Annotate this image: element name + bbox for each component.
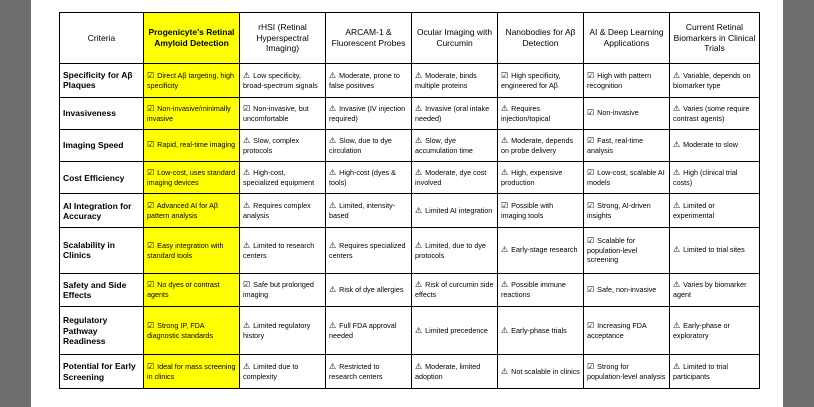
table-row	[60, 162, 760, 194]
cell-text: Varies (some require contrast agents)	[673, 103, 750, 123]
warning-triangle-icon: ⚠	[673, 200, 681, 210]
table-cell	[412, 64, 498, 98]
warning-triangle-icon: ⚠	[415, 205, 423, 215]
table-cell	[326, 97, 412, 129]
table-cell	[240, 97, 326, 129]
warning-triangle-icon: ⚠	[243, 240, 251, 250]
criterion-cell: Safety and Side Effects	[60, 273, 144, 307]
table-cell	[144, 97, 240, 129]
cell-text: Non-invasive, but uncomfortable	[243, 103, 309, 123]
warning-triangle-icon: ⚠	[673, 140, 681, 150]
table-cell	[412, 355, 498, 389]
cell-text: Strong for population-level analysis	[587, 361, 666, 382]
check-square-icon: ☑	[587, 284, 595, 294]
cell-text: No dyes or contrast agents	[147, 280, 220, 300]
table-cell	[498, 355, 584, 389]
table-cell	[498, 227, 584, 273]
check-square-icon: ☑	[587, 70, 595, 80]
header-ai: AI & Deep Learning Applications	[584, 13, 670, 64]
check-square-icon: ☑	[147, 240, 155, 250]
table-cell	[498, 194, 584, 228]
table-cell	[326, 307, 412, 355]
table-cell	[412, 129, 498, 161]
check-square-icon: ☑	[147, 200, 155, 210]
check-square-icon: ☑	[501, 200, 509, 210]
table-cell	[412, 273, 498, 307]
table-cell	[412, 194, 498, 228]
cell-text: Requires injection/topical	[501, 103, 551, 123]
table-cell	[326, 64, 412, 98]
cell-text: Strong, AI-driven insights	[587, 200, 651, 221]
check-square-icon: ☑	[501, 70, 509, 80]
check-square-icon: ☑	[587, 168, 595, 178]
table-cell	[670, 194, 760, 228]
table-cell	[144, 307, 240, 355]
check-square-icon: ☑	[147, 280, 155, 290]
check-square-icon: ☑	[243, 103, 251, 113]
check-square-icon: ☑	[147, 168, 155, 178]
warning-triangle-icon: ⚠	[501, 135, 509, 145]
table-cell	[240, 194, 326, 228]
warning-triangle-icon: ⚠	[243, 200, 251, 210]
warning-triangle-icon: ⚠	[243, 361, 251, 371]
cell-text: Moderate, dye cost involved	[415, 168, 487, 188]
warning-triangle-icon: ⚠	[501, 280, 509, 290]
check-square-icon: ☑	[587, 235, 595, 245]
cell-text: Invasive (IV injection required)	[329, 103, 406, 123]
cell-text: Non-invasive	[597, 108, 639, 118]
table-cell	[498, 97, 584, 129]
table-cell	[670, 129, 760, 161]
table-cell	[584, 227, 670, 273]
table-cell	[144, 194, 240, 228]
cell-text: Limited due to complexity	[243, 361, 299, 382]
cell-text: Limited, due to dye protocols	[415, 240, 486, 260]
warning-triangle-icon: ⚠	[673, 280, 681, 290]
warning-triangle-icon: ⚠	[329, 361, 337, 371]
warning-triangle-icon: ⚠	[501, 245, 509, 255]
table-cell	[326, 129, 412, 161]
table-cell	[670, 162, 760, 194]
table-cell	[412, 162, 498, 194]
cell-text: Moderate, prone to false positives	[329, 70, 400, 90]
table-row	[60, 194, 760, 228]
table-cell	[498, 307, 584, 355]
criterion-cell: Invasiveness	[60, 97, 144, 129]
table-cell	[584, 273, 670, 307]
table-cell	[144, 227, 240, 273]
table-cell	[144, 64, 240, 98]
warning-triangle-icon: ⚠	[673, 320, 681, 330]
cell-text: Limited to research centers	[243, 240, 315, 260]
table-row	[60, 64, 760, 98]
cell-text: Invasive (oral intake needed)	[415, 103, 490, 123]
table-cell	[584, 64, 670, 98]
check-square-icon: ☑	[147, 320, 155, 330]
table-cell	[326, 162, 412, 194]
criterion-cell: AI Integration for Accuracy	[60, 194, 144, 228]
table-cell	[584, 194, 670, 228]
warning-triangle-icon: ⚠	[415, 361, 423, 371]
table-cell	[144, 162, 240, 194]
cell-text: High with pattern recognition	[587, 70, 652, 90]
warning-triangle-icon: ⚠	[243, 135, 251, 145]
table-row	[60, 129, 760, 161]
cell-text: Increasing FDA acceptance	[587, 320, 647, 341]
header-progenicyte: Progenicyte's Retinal Amyloid Detection	[144, 13, 240, 64]
table-cell	[670, 273, 760, 307]
cell-text: Possible with imaging tools	[501, 200, 554, 221]
header-biomarkers: Current Retinal Biomarkers in Clinical Trials	[670, 13, 760, 64]
warning-triangle-icon: ⚠	[501, 168, 509, 178]
cell-text: High-cost, specialized equipment	[243, 168, 315, 188]
cell-text: Requires complex analysis	[243, 200, 311, 221]
cell-text: Ideal for mass screening in clinics	[147, 361, 236, 382]
warning-triangle-icon: ⚠	[501, 325, 509, 335]
criterion-cell: Imaging Speed	[60, 129, 144, 161]
warning-triangle-icon: ⚠	[243, 320, 251, 330]
cell-text: Limited AI integration	[425, 205, 493, 215]
warning-triangle-icon: ⚠	[415, 280, 423, 290]
table-cell	[670, 355, 760, 389]
warning-triangle-icon: ⚠	[673, 168, 681, 178]
cell-text: Moderate, limited adoption	[415, 361, 481, 382]
warning-triangle-icon: ⚠	[415, 70, 423, 80]
cell-text: High specificity, engineered for Aβ	[501, 70, 561, 90]
check-square-icon: ☑	[147, 70, 155, 80]
cell-text: Requires specialized centers	[329, 240, 406, 260]
cell-text: Scalable for population-level screening	[587, 235, 638, 265]
cell-text: Varies by biomarker agent	[673, 280, 747, 300]
criterion-cell: Potential for Early Screening	[60, 355, 144, 389]
table-cell	[584, 307, 670, 355]
header-row	[60, 13, 760, 64]
comparison-table	[59, 12, 760, 389]
table-cell	[240, 129, 326, 161]
table-cell	[240, 307, 326, 355]
table-cell	[240, 355, 326, 389]
cell-text: Slow, dye accumulation time	[415, 135, 473, 155]
cell-text: Low specificity, broad-spectrum signals	[243, 70, 318, 90]
table-row	[60, 307, 760, 355]
cell-text: Safe, non-invasive	[597, 284, 657, 294]
table-cell	[326, 227, 412, 273]
criterion-cell: Scalability in Clinics	[60, 227, 144, 273]
table-cell	[670, 227, 760, 273]
warning-triangle-icon: ⚠	[243, 70, 251, 80]
header-criteria: Criteria	[60, 13, 144, 64]
header-arcam: ARCAM-1 & Fluorescent Probes	[326, 13, 412, 64]
cell-text: Limited, intensity-based	[329, 200, 396, 221]
warning-triangle-icon: ⚠	[329, 320, 337, 330]
cell-text: Risk of curcumin side effects	[415, 280, 494, 300]
warning-triangle-icon: ⚠	[501, 103, 509, 113]
cell-text: High, expensive production	[501, 168, 563, 188]
cell-text: Limited precedence	[425, 325, 488, 335]
warning-triangle-icon: ⚠	[329, 168, 337, 178]
table-cell	[240, 273, 326, 307]
table-cell	[240, 162, 326, 194]
cell-text: Fast, real-time analysis	[587, 135, 644, 155]
table-cell	[412, 227, 498, 273]
check-square-icon: ☑	[147, 140, 155, 150]
table-cell	[240, 64, 326, 98]
warning-triangle-icon: ⚠	[329, 240, 337, 250]
table-row	[60, 97, 760, 129]
table-cell	[498, 64, 584, 98]
cell-text: Easy integration with standard tools	[147, 240, 224, 260]
table-cell	[584, 97, 670, 129]
check-square-icon: ☑	[147, 103, 155, 113]
check-square-icon: ☑	[587, 361, 595, 371]
warning-triangle-icon: ⚠	[673, 361, 681, 371]
warning-triangle-icon: ⚠	[329, 284, 337, 294]
criterion-cell: Cost Efficiency	[60, 162, 144, 194]
table-cell	[498, 273, 584, 307]
table-row	[60, 227, 760, 273]
cell-text: Early-phase trials	[511, 325, 567, 335]
table-cell	[326, 273, 412, 307]
table-cell	[412, 307, 498, 355]
cell-text: Strong IP, FDA diagnostic standards	[147, 320, 213, 341]
warning-triangle-icon: ⚠	[673, 70, 681, 80]
cell-text: Safe but prolonged imaging	[243, 280, 314, 300]
table-cell	[144, 129, 240, 161]
warning-triangle-icon: ⚠	[673, 245, 681, 255]
warning-triangle-icon: ⚠	[415, 103, 423, 113]
warning-triangle-icon: ⚠	[415, 325, 423, 335]
cell-text: High-cost (dyes & tools)	[329, 168, 396, 188]
cell-text: Early-phase or exploratory	[673, 320, 730, 341]
cell-text: Direct Aβ targeting, high specificity	[147, 70, 235, 90]
check-square-icon: ☑	[587, 200, 595, 210]
table-cell	[498, 162, 584, 194]
cell-text: Moderate, depends on probe delivery	[501, 135, 574, 155]
table-cell	[670, 64, 760, 98]
table-cell	[240, 227, 326, 273]
cell-text: High (clinical trial costs)	[673, 168, 738, 188]
table-row	[60, 355, 760, 389]
cell-text: Moderate to slow	[683, 140, 738, 150]
cell-text: Slow, complex protocols	[243, 135, 300, 155]
table-row	[60, 273, 760, 307]
header-curcumin: Ocular Imaging with Curcumin	[412, 13, 498, 64]
criterion-cell: Regulatory Pathway Readiness	[60, 307, 144, 355]
cell-text: Low-cost, uses standard imaging devices	[147, 168, 236, 188]
warning-triangle-icon: ⚠	[673, 103, 681, 113]
cell-text: Possible immune reactions	[501, 280, 566, 300]
table-cell	[670, 307, 760, 355]
table-cell	[670, 97, 760, 129]
table-cell	[326, 355, 412, 389]
cell-text: Non-invasive/minimally invasive	[147, 103, 231, 123]
warning-triangle-icon: ⚠	[415, 168, 423, 178]
warning-triangle-icon: ⚠	[415, 135, 423, 145]
cell-text: Low-cost, scalable AI models	[587, 168, 665, 188]
warning-triangle-icon: ⚠	[329, 70, 337, 80]
cell-text: Limited or experimental	[673, 200, 715, 221]
cell-text: Restricted to research centers	[329, 361, 383, 382]
cell-text: Not scalable in clinics	[511, 366, 580, 376]
check-square-icon: ☑	[147, 361, 155, 371]
cell-text: Limited regulatory history	[243, 320, 311, 341]
warning-triangle-icon: ⚠	[329, 200, 337, 210]
table-cell	[326, 194, 412, 228]
table-cell	[584, 355, 670, 389]
cell-text: Moderate, binds multiple proteins	[415, 70, 477, 90]
warning-triangle-icon: ⚠	[501, 366, 509, 376]
warning-triangle-icon: ⚠	[243, 168, 251, 178]
table-cell	[144, 273, 240, 307]
cell-text: Early-stage research	[511, 245, 578, 255]
table-cell	[144, 355, 240, 389]
cell-text: Advanced AI for Aβ pattern analysis	[147, 200, 219, 221]
cell-text: Slow, due to dye circulation	[329, 135, 392, 155]
check-square-icon: ☑	[243, 280, 251, 290]
cell-text: Full FDA approval needed	[329, 320, 397, 341]
criterion-cell: Specificity for Aβ Plaques	[60, 64, 144, 98]
cell-text: Risk of dye allergies	[339, 284, 404, 294]
check-square-icon: ☑	[587, 108, 595, 118]
warning-triangle-icon: ⚠	[329, 103, 337, 113]
cell-text: Rapid, real-time imaging	[157, 140, 236, 150]
cell-text: Limited to trial sites	[683, 245, 745, 255]
header-nanobodies: Nanobodies for Aβ Detection	[498, 13, 584, 64]
table-cell	[412, 97, 498, 129]
cell-text: Variable, depends on biomarker type	[673, 70, 751, 90]
table-cell	[584, 129, 670, 161]
header-rhsi: rHSI (Retinal Hyperspectral Imaging)	[240, 13, 326, 64]
warning-triangle-icon: ⚠	[415, 240, 423, 250]
table-cell	[584, 162, 670, 194]
cell-text: Limited to trial participants	[673, 361, 728, 382]
table-cell	[498, 129, 584, 161]
warning-triangle-icon: ⚠	[329, 135, 337, 145]
document-page	[31, 0, 783, 407]
check-square-icon: ☑	[587, 135, 595, 145]
check-square-icon: ☑	[587, 320, 595, 330]
